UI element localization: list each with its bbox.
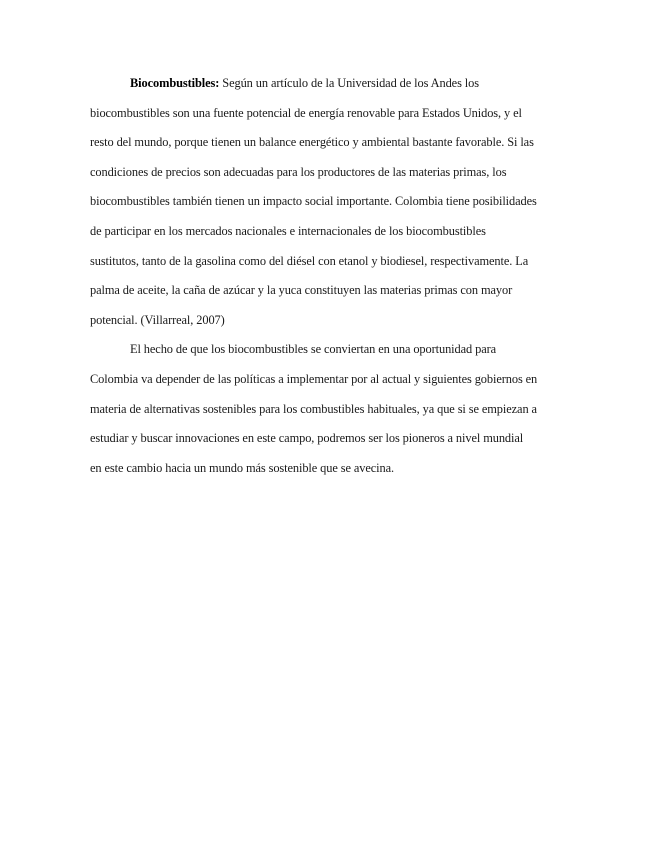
paragraph-1-line-3: resto del mundo, porque tienen un balance energético y ambiental bastante favorable. Si las	[90, 135, 534, 150]
paragraph-2-line-3: materia de alternativas sostenibles para los combustibles habituales, ya que si se empiezan a	[90, 401, 537, 416]
paragraph-1-line-1-text: Según un artículo de la Universidad de los Andes los	[219, 76, 479, 90]
paragraph-2-line-4: estudiar y buscar innovaciones en este campo, podremos ser los pioneros a nivel mundial	[90, 431, 524, 446]
paragraph-1-line-6: de participar en los mercados nacionales e internacionales de los biocombustibles	[90, 223, 486, 238]
paragraph-1-line-2: biocombustibles son una fuente potencial de energía renovable para Estados Unidos, y el	[90, 105, 522, 120]
paragraph-1-line-5: biocombustibles también tienen un impacto social importante. Colombia tiene posibilidades	[90, 194, 537, 209]
document-body	[90, 69, 568, 483]
paragraph-1-line-7: sustitutos, tanto de la gasolina como del diésel con etanol y biodiesel, respectivamente. La	[90, 253, 529, 268]
paragraph-heading: Biocombustibles:	[130, 76, 220, 90]
paragraph-1-line-1	[90, 69, 568, 99]
paragraph-1-line-9: potencial. (Villarreal, 2007)	[90, 312, 225, 327]
paragraph-2-line-5: en este cambio hacia un mundo más sostenible que se avecina.	[90, 460, 395, 475]
paragraph-2-line-2: Colombia va depender de las políticas a implementar por al actual y siguientes gobiernos en	[90, 371, 538, 386]
paragraph-1-line-4: condiciones de precios son adecuadas para los productores de las materias primas, los	[90, 164, 507, 179]
paragraph-1-line-8: palma de aceite, la caña de azúcar y la yuca constituyen las materias primas con mayor	[90, 283, 513, 298]
paragraph-2-line-1: El hecho de que los biocombustibles se conviertan en una oportunidad para	[130, 342, 497, 357]
